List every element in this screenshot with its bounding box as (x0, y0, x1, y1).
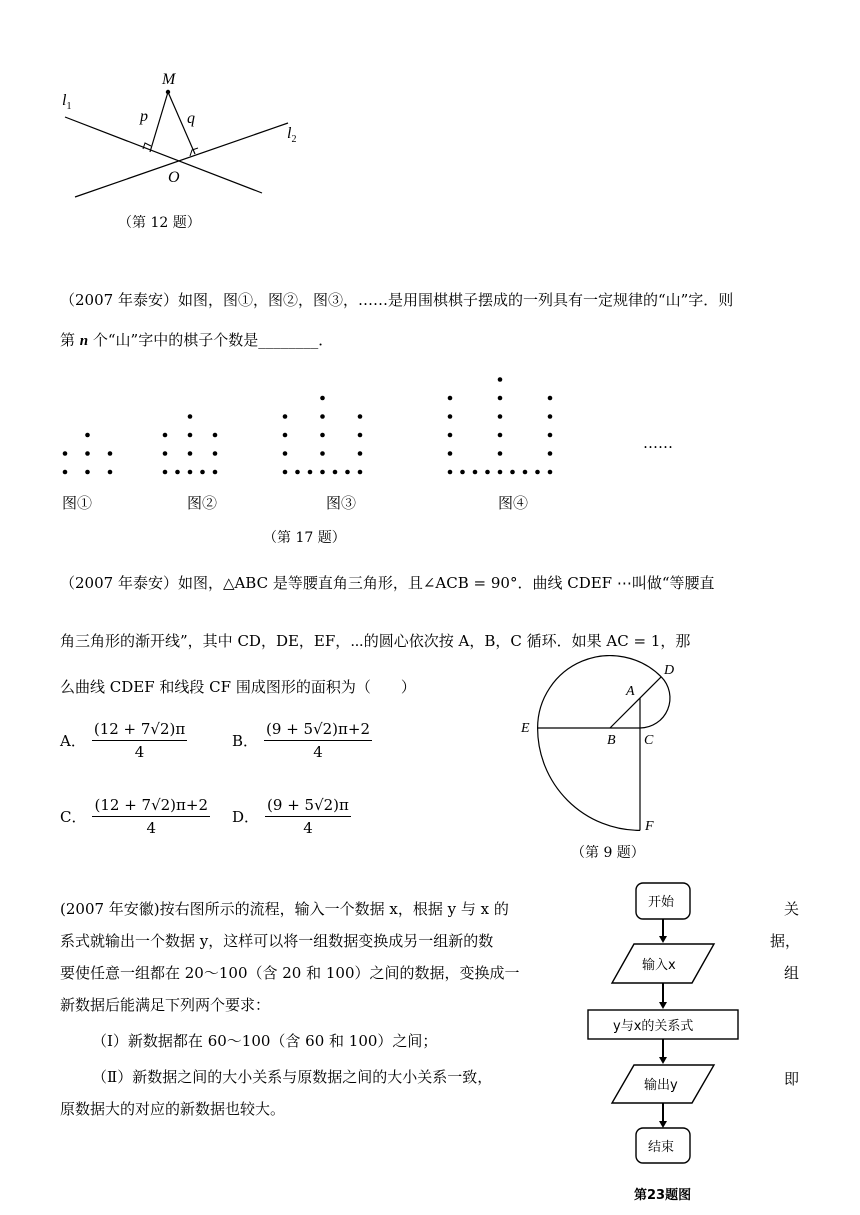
go-stone-dot (358, 414, 363, 419)
go-stone-dot (320, 414, 325, 419)
label-f: F (645, 819, 654, 834)
go-stone-dot (163, 433, 168, 438)
go-stone-dot (163, 470, 168, 475)
go-stone-dot (63, 470, 68, 475)
flow-arrowhead-2 (659, 1002, 667, 1009)
go-stone-dot (108, 451, 113, 456)
arc-ef (538, 728, 640, 830)
label-a: A (626, 684, 635, 699)
figure-9-involute (510, 655, 700, 840)
shan-figure-3 (283, 396, 363, 475)
q23-right-word-4: 即 (784, 1070, 800, 1088)
flow-arrowhead-3 (659, 1057, 667, 1064)
flow-end-text: 结束 (648, 1140, 675, 1155)
label-d: D (664, 663, 675, 678)
go-stone-dot (188, 414, 193, 419)
figure-12 (50, 60, 320, 210)
label-p: p (140, 108, 148, 125)
go-stone-dot (85, 470, 90, 475)
go-stone-dot (498, 414, 503, 419)
go-stone-dot (473, 470, 478, 475)
figure-17-dots (55, 360, 695, 485)
q23-right-word-1: 关 (784, 900, 800, 918)
go-stone-dot (213, 451, 218, 456)
go-stone-dot (460, 470, 465, 475)
go-stone-dot (320, 470, 325, 475)
go-stone-dot (448, 396, 453, 401)
label-q: q (187, 110, 195, 127)
go-stone-dot (448, 470, 453, 475)
q23-line2: 系式就输出一个数据 y，这样可以将一组数据变换成另一组新的数 (60, 932, 494, 950)
go-stone-dot (85, 433, 90, 438)
go-stone-dot (358, 433, 363, 438)
go-stone-dot (485, 470, 490, 475)
go-stone-dot (498, 470, 503, 475)
go-stone-dot (188, 470, 193, 475)
flow-arrowhead-4 (659, 1121, 667, 1128)
go-stone-dot (535, 470, 540, 475)
go-stone-dot (510, 470, 515, 475)
go-stone-dot (85, 451, 90, 456)
q23-req2-cont: 原数据大的对应的新数据也较大。 (60, 1100, 286, 1118)
q23-line1: (2007 年安徽)按右图所示的流程，输入一个数据 x，根据 y 与 x 的 (60, 900, 509, 918)
go-stone-dot (320, 396, 325, 401)
fig17-label-2: 图② (187, 494, 218, 512)
option-a: A． $\frac{(12 + 7√2)\pi}{4}$ (60, 720, 186, 761)
q23-right-word-3: 组 (784, 964, 800, 982)
go-stone-dot (498, 377, 503, 382)
fig17-ellipsis: …… (643, 434, 673, 452)
arc-cd (640, 677, 670, 728)
q9-line1: （2007 年泰安）如图，△ABC 是等腰直角三角形，且∠ACB = 90°．曲线 CDEF ⋯叫做“等腰直 (60, 574, 715, 592)
go-stone-dot (320, 451, 325, 456)
label-l2: $l_2$ (287, 125, 297, 145)
go-stone-dot (63, 451, 68, 456)
q9-line3: 么曲线 CDEF 和线段 CF 围成图形的面积为（ ） (60, 678, 416, 696)
flow-process-text: y与x的关系式 (613, 1019, 694, 1034)
caption-fig23: 第23题图 (634, 1188, 692, 1203)
label-c: C (644, 733, 654, 748)
fig17-label-3: 图③ (326, 494, 357, 512)
label-e: E (521, 721, 530, 736)
q23-line3: 要使任意一组都在 20～100（含 20 和 100）之间的数据，变换成一 (60, 964, 520, 982)
go-stone-dot (358, 451, 363, 456)
go-stone-dot (548, 433, 553, 438)
go-stone-dot (188, 451, 193, 456)
fig17-label-1: 图① (62, 494, 93, 512)
label-o: O (168, 169, 180, 186)
fig17-label-4: 图④ (498, 494, 529, 512)
flow-input-text: 输入x (642, 958, 676, 973)
label-l1: $l_1$ (62, 92, 72, 112)
shan-figure-4 (448, 377, 553, 474)
go-stone-dot (108, 470, 113, 475)
flow-start-text: 开始 (648, 895, 675, 910)
go-stone-dot (448, 433, 453, 438)
go-stone-dot (345, 470, 350, 475)
go-stone-dot (548, 396, 553, 401)
label-m: M (162, 71, 176, 88)
option-d: D． $\frac{(9 + 5√2)\pi}{4}$ (232, 796, 349, 837)
q9-line2: 角三角形的渐开线”，其中 CD，DE，EF，⋯的圆心依次按 A，B，C 循环．如果 AC = 1，那 (60, 632, 691, 650)
arc-de (538, 656, 662, 728)
go-stone-dot (213, 470, 218, 475)
go-stone-dot (283, 433, 288, 438)
go-stone-dot (548, 470, 553, 475)
go-stone-dot (308, 470, 313, 475)
caption-fig9: （第 9 题） (571, 845, 645, 861)
point-m (166, 90, 170, 94)
line-l2 (75, 123, 288, 197)
q23-req2: （Ⅱ）新数据之间的大小关系与原数据之间的大小关系一致， (92, 1068, 493, 1086)
option-c: C． $\frac{(12 + 7√2)\pi+2}{4}$ (60, 796, 208, 837)
go-stone-dot (213, 433, 218, 438)
go-stone-dot (163, 451, 168, 456)
go-stone-dot (498, 396, 503, 401)
flow-arrowhead-1 (659, 936, 667, 943)
go-stone-dot (175, 470, 180, 475)
go-stone-dot (283, 414, 288, 419)
shan-figure-1 (63, 433, 113, 475)
q23-req1: （Ⅰ）新数据都在 60～100（含 60 和 100）之间； (92, 1032, 438, 1050)
caption-fig12: （第 12 题） (118, 215, 201, 231)
go-stone-dot (283, 451, 288, 456)
go-stone-dot (498, 451, 503, 456)
segment-p (150, 92, 168, 152)
q23-right-word-2: 据， (770, 932, 801, 950)
flow-output-text: 输出y (644, 1078, 678, 1093)
q17-line2: 第 n 个“山”字中的棋子个数是________． (60, 331, 334, 349)
go-stone-dot (320, 433, 325, 438)
label-b: B (607, 733, 616, 748)
go-stone-dot (200, 470, 205, 475)
shan-figure-2 (163, 414, 218, 474)
go-stone-dot (333, 470, 338, 475)
go-stone-dot (188, 433, 193, 438)
caption-fig17: （第 17 题） (263, 530, 346, 546)
go-stone-dot (295, 470, 300, 475)
line-l1 (65, 117, 262, 193)
q17-line1: （2007 年泰安）如图，图①，图②，图③，……是用围棋棋子摆成的一列具有一定规律的“山”字．则 (60, 291, 734, 309)
segment-bd (610, 677, 661, 728)
go-stone-dot (498, 433, 503, 438)
go-stone-dot (448, 451, 453, 456)
go-stone-dot (283, 470, 288, 475)
flowchart-23 (580, 878, 760, 1178)
go-stone-dot (358, 470, 363, 475)
go-stone-dot (523, 470, 528, 475)
go-stone-dot (448, 414, 453, 419)
q23-line4: 新数据后能满足下列两个要求： (60, 996, 271, 1014)
go-stone-dot (548, 451, 553, 456)
option-b: B． $\frac{(9 + 5√2)\pi+2}{4}$ (232, 720, 370, 761)
go-stone-dot (548, 414, 553, 419)
